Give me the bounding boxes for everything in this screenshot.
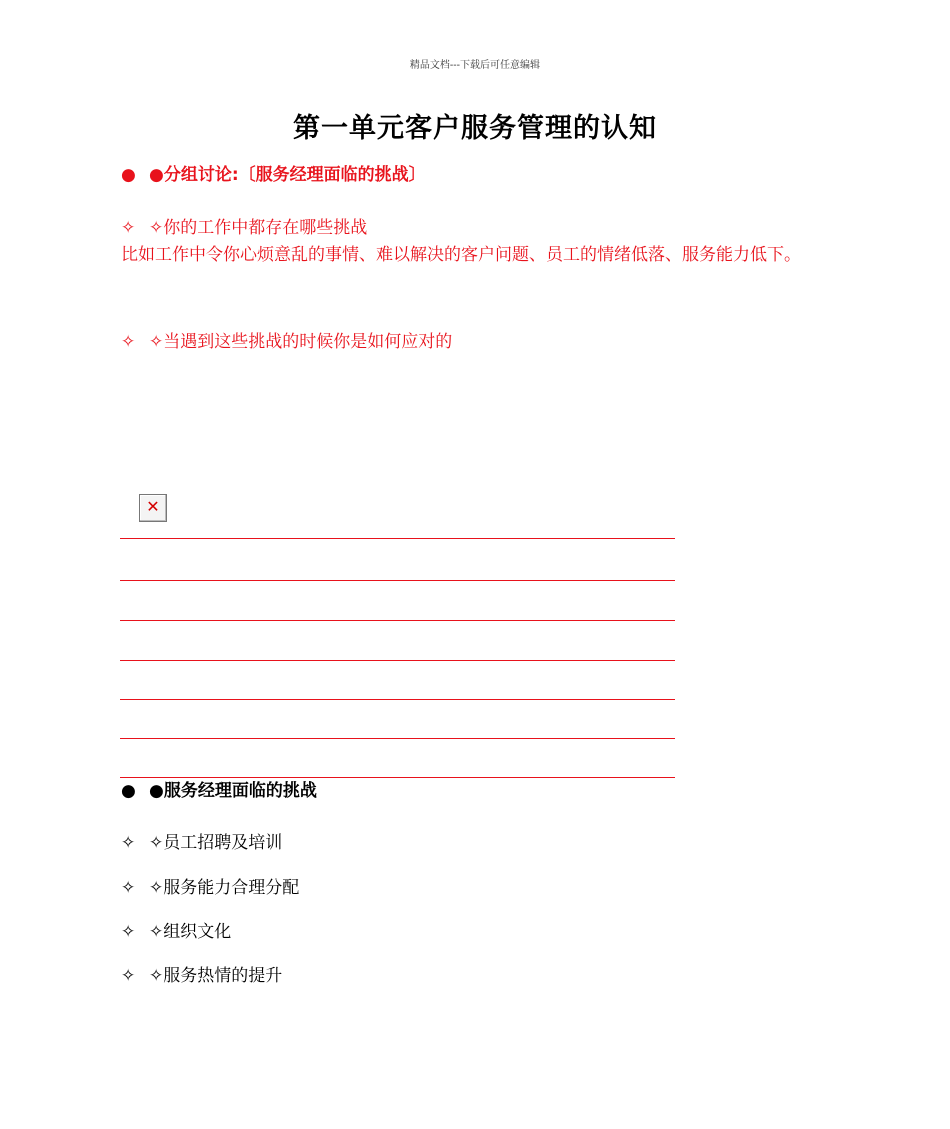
list-item-text: ✧你的工作中都存在哪些挑战 (149, 218, 368, 238)
challenges-heading (121, 776, 317, 801)
list-item-text: ✧员工招聘及培训 (149, 833, 283, 853)
list-item-text: ✧服务热情的提升 (149, 966, 283, 986)
list-item (121, 213, 367, 238)
diamond-icon: ✧ (121, 922, 136, 942)
diamond-icon: ✧ (121, 966, 136, 986)
list-item (121, 327, 452, 352)
list-item (121, 828, 282, 853)
list-item-text: ✧当遇到这些挑战的时候你是如何应对的 (149, 332, 453, 352)
bullet-icon: ● (121, 165, 136, 185)
diamond-icon: ✧ (121, 878, 136, 898)
answer-line (120, 620, 675, 621)
answer-line (120, 660, 675, 661)
answer-line (120, 738, 675, 739)
answer-line (120, 699, 675, 700)
answer-line (120, 538, 675, 539)
broken-image-glyph: ✕ (146, 497, 160, 516)
discussion-heading-text: ●分组讨论:〔服务经理面临的挑战〕 (149, 165, 426, 185)
answer-line (120, 580, 675, 581)
list-item (121, 873, 299, 898)
diamond-icon: ✧ (121, 833, 136, 853)
list-item (121, 917, 231, 942)
discussion-heading (121, 160, 426, 185)
diamond-icon: ✧ (121, 218, 136, 238)
list-item-text: ✧组织文化 (149, 922, 232, 942)
diamond-icon: ✧ (121, 332, 136, 352)
page-header: 精品文档---下载后可任意编辑 (409, 60, 541, 71)
list-item-text: ✧服务能力合理分配 (149, 878, 300, 898)
bullet-icon: ● (121, 781, 136, 801)
challenges-heading-text: ●服务经理面临的挑战 (149, 781, 317, 801)
document-title: 第一单元客户服务管理的认知 (293, 113, 657, 144)
example-paragraph: 比如工作中令你心烦意乱的事情、难以解决的客户问题、员工的情绪低落、服务能力低下。 (121, 245, 801, 265)
broken-image-icon (139, 494, 167, 522)
list-item (121, 961, 282, 986)
